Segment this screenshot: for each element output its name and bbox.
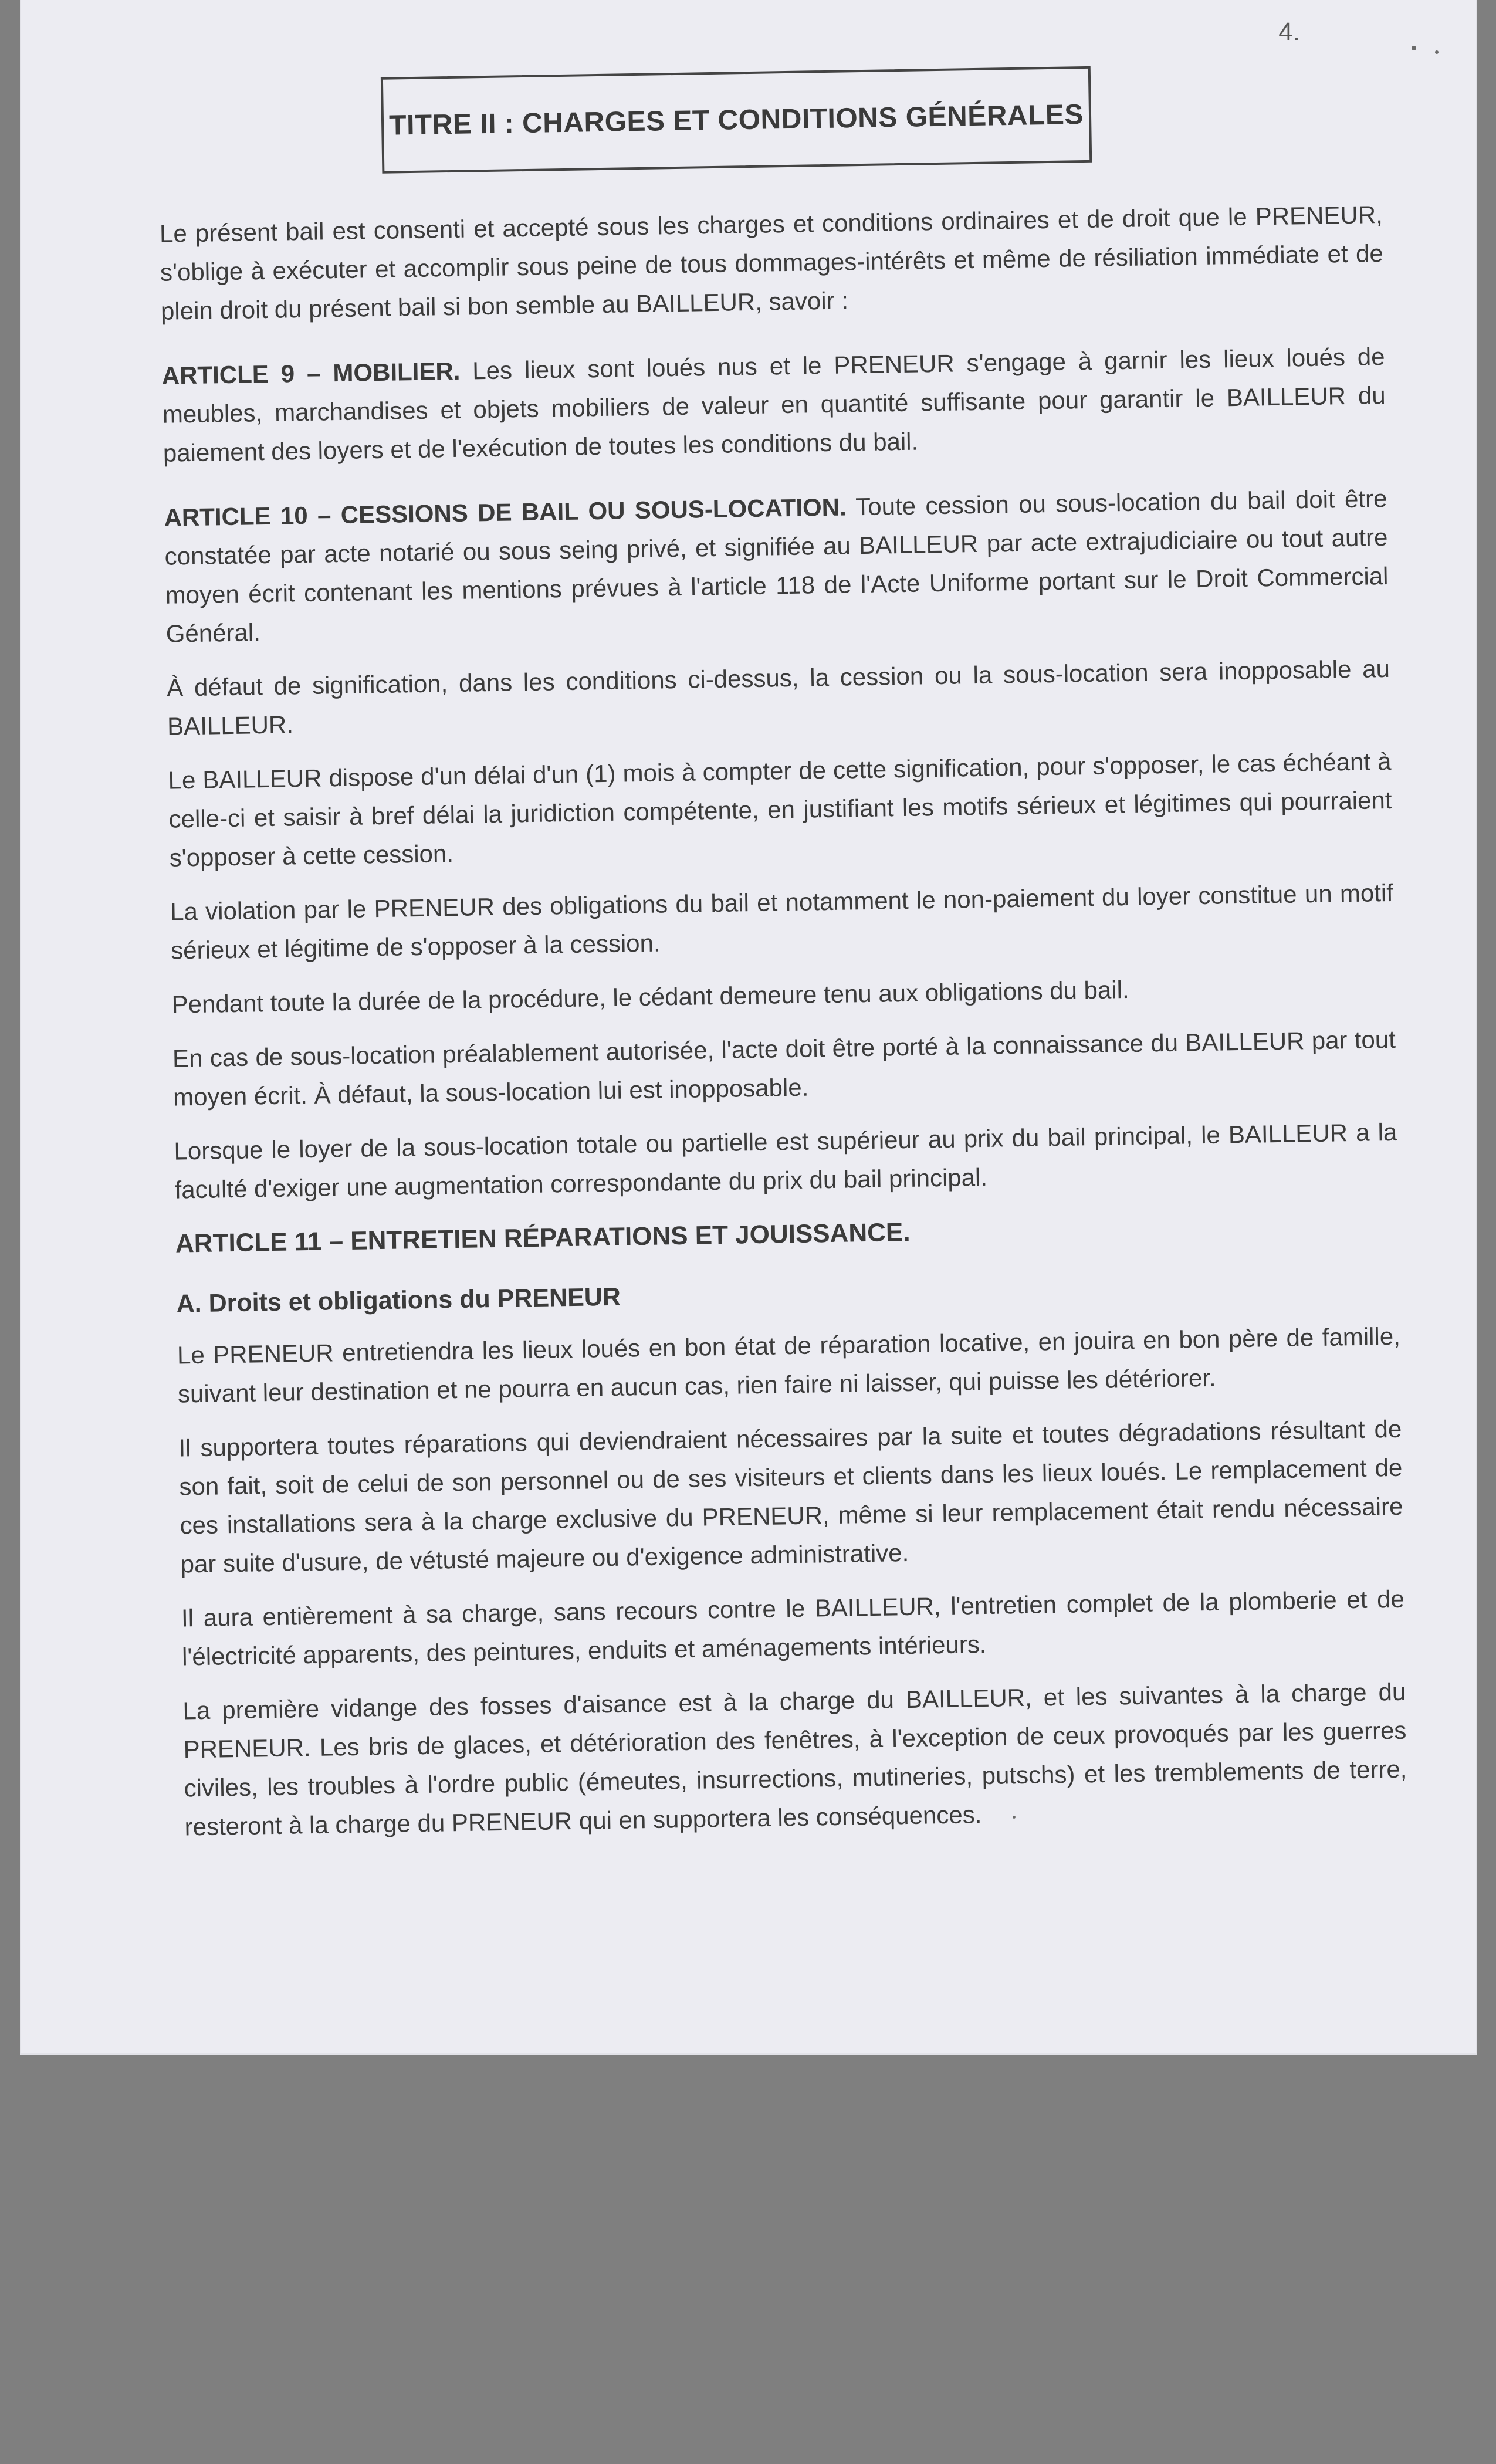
article-9 [161,337,1386,473]
document-title: TITRE II : CHARGES ET CONDITIONS GÉNÉRALES [388,99,1084,141]
page-content [6,0,1494,2064]
article-10-paragraph-1: Toute cession ou sous-location du bail doit être constatée par acte notarié ou sous seing privé, et signifiée au BAILLEUR par acte extrajudiciaire ou tout autre moyen écrit contenant les mentions prévues à l'article 118 de l'Acte Uniforme portant sur le Droit Commercial Général. [164,484,1389,648]
article-9-text: Les lieux sont loués nus et le PRENEUR s'engage à garnir les lieux loués de meubles, marchandises et objets mobiliers de valeur en quantité suffisante pour garantir le BAILLEUR du paiement des loyers et de l'exécution de toutes les conditions du bail. [162,343,1386,467]
intro-paragraph: Le présent bail est consenti et accepté sous les charges et conditions ordinaires et de droit que le PRENEUR, s'oblige à exécuter et accomplir sous peine de tous dommages-intérêts et même de résiliation immédiate et de plein droit du présent bail si bon semble au BAILLEUR, savoir : [159,201,1384,325]
document-body [159,195,1408,1861]
title-box [381,66,1092,174]
article-10 [164,479,1389,654]
page-number: 4. [1278,18,1300,46]
article-10-paragraph-5: Pendant toute la durée de la procédure, le cédant demeure tenu aux obligations du bail. [171,975,1129,1018]
article-10-heading: ARTICLE 10 – CESSIONS DE BAIL OU SOUS-LOCATION. [164,493,847,532]
scan-speck [1412,46,1416,50]
article-11-heading: ARTICLE 11 – ENTRETIEN RÉPARATIONS ET JOUISSANCE. [175,1217,911,1258]
document-page [21,0,1476,2053]
scan-speck [1013,1816,1016,1819]
article-10-paragraph-6: En cas de sous-location préalablement autorisée, l'acte doit être porté à la connaissance du BAILLEUR par tout moyen écrit. À défaut, la sous-location lui est inopposable. [172,1025,1396,1111]
article-11-paragraph-3: Il aura entièrement à sa charge, sans recours contre le BAILLEUR, l'entretien complet de la plomberie et de l'électricité apparents, des peintures, enduits et aménagements intérieurs. [181,1585,1405,1671]
article-11-paragraph-2: Il supportera toutes réparations qui deviendraient nécessaires par la suite et toutes dégradations résultant de son fait, soit de celui de son personnel ou de ses visiteurs et clients dans les lieux loués. Le remplacement de ces installations sera à la charge exclusive du PRENEUR, même si leur remplacement était rendu nécessaire par suite d'usure, de vétusté majeure ou d'exigence administrative. [178,1414,1403,1578]
article-10-paragraph-7: Lorsque le loyer de la sous-location totale ou partielle est supérieur au prix du bail principal, le BAILLEUR a la faculté d'exiger une augmentation correspondante du prix du bail principal. [174,1118,1397,1204]
article-10-paragraph-3: Le BAILLEUR dispose d'un délai d'un (1) mois à compter de cette signification, pour s'opposer, le cas échéant à celle-ci et saisir à bref délai la juridiction compétente, en justifiant les motifs sérieux et légitimes qui pourraient s'opposer à cette cession. [168,747,1392,872]
article-11-paragraph-1: Le PRENEUR entretiendra les lieux loués en bon état de réparation locative, en jouira en bon père de famille, suivant leur destination et ne pourra en aucun cas, rien faire ni laisser, qui puisse les détériorer. [177,1322,1401,1408]
article-10-paragraph-4: La violation par le PRENEUR des obligations du bail et notamment le non-paiement du loyer constitue un motif sérieux et légitime de s'opposer à la cession. [170,878,1394,964]
scan-speck [1435,50,1439,54]
article-11-subheading: A. Droits et obligations du PRENEUR [176,1282,621,1318]
article-10-paragraph-2: À défaut de signification, dans les conditions ci-dessus, la cession ou la sous-location sera inopposable au BAILLEUR. [166,654,1390,740]
article-11-paragraph-4: La première vidange des fosses d'aisance est à la charge du BAILLEUR, et les suivantes à la charge du PRENEUR. Les bris de glaces, et détérioration des fenêtres, à l'exception de ceux provoqués par les guerres civiles, les troubles à l'ordre public (émeutes, insurrections, mutineries, putschs) et les tremblements de terre, resteront à la charge du PRENEUR qui en supportera les conséquences. [182,1677,1407,1841]
article-9-heading: ARTICLE 9 – MOBILIER. [161,357,461,390]
